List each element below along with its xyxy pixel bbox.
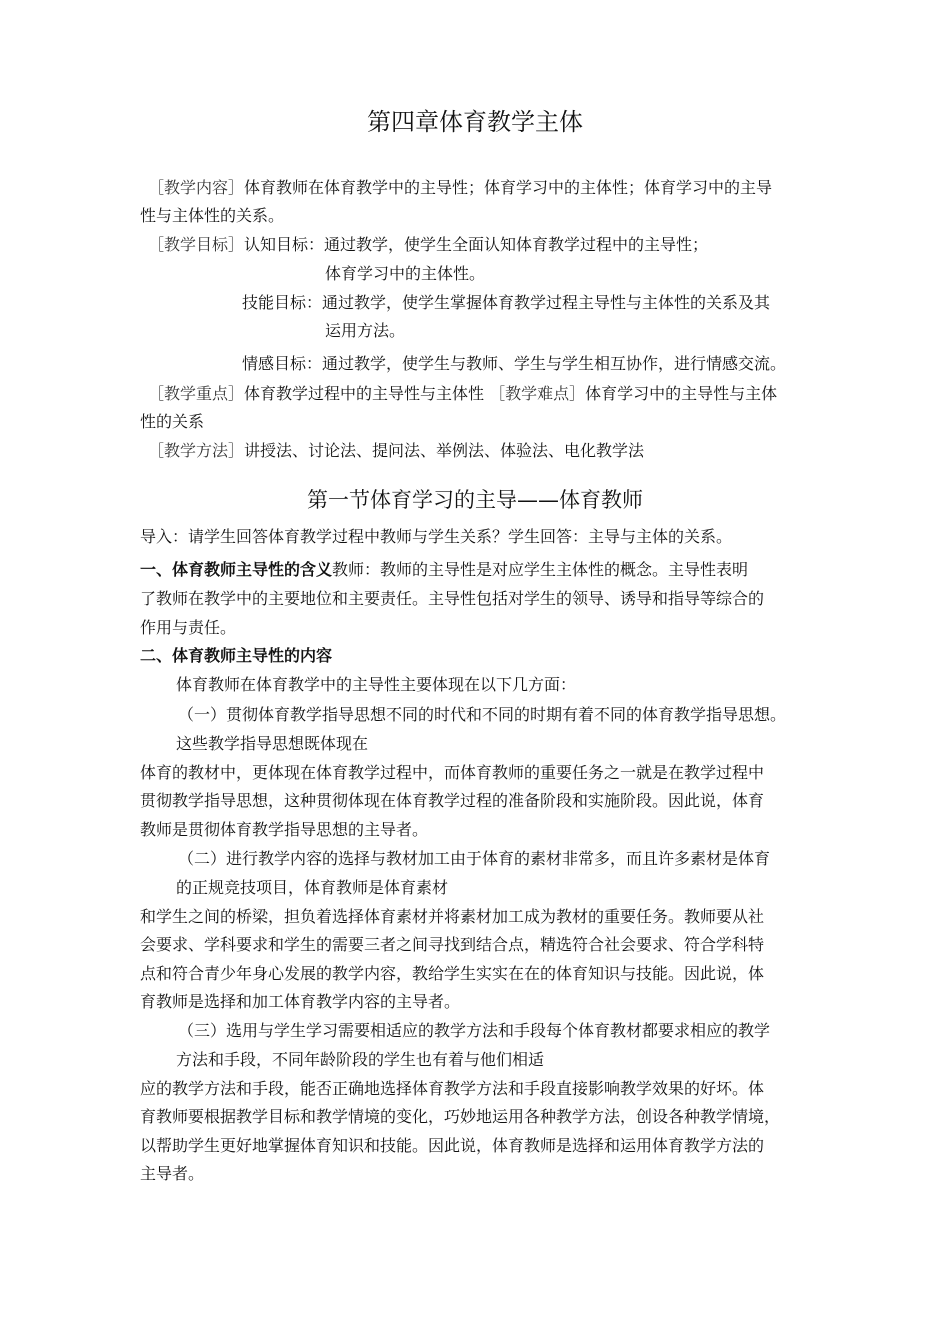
item1-heading: （一）贯彻体育教学指导思想不同的时代和不同的时期有着不同的体育教学指导思想。 <box>178 705 787 724</box>
intro-text: 导入：请学生回答体育教学过程中教师与学生关系？学生回答：主导与主体的关系。 <box>140 527 733 546</box>
difficulty-text: 体育学习中的主导性与主体 <box>585 384 778 403</box>
skill-text-cont: 运用方法。 <box>325 321 406 340</box>
content-tag: ［教学内容］ <box>148 178 245 197</box>
item1-text: 体育的教材中，更体现在体育教学过程中，而体育教师的重要任务之一就是在教学过程中 <box>140 763 765 782</box>
item2-text: 和学生之间的桥梁，担负着选择体育素材并将素材加工成为教材的重要任务。教师要从社 <box>140 907 765 926</box>
cog-text: 通过教学，使学生全面认知体育教学过程中的主导性； <box>324 235 709 254</box>
item2-heading: （二）进行教学内容的选择与教材加工由于体育的素材非常多，而且许多素材是体育 <box>178 849 771 868</box>
item1-text: 这些教学指导思想既体现在 <box>176 734 369 753</box>
key-tag: ［教学重点］ <box>148 384 245 403</box>
content-row <box>148 177 772 199</box>
emotion-text: 通过教学，使学生与教师、学生与学生相互协作，进行情感交流。 <box>322 354 787 373</box>
part1-text: 教师：教师的主导性是对应学生主体性的概念。主导性表明 <box>332 560 749 579</box>
skill-row <box>242 292 770 314</box>
key-text: 体育教学过程中的主导性与主体性 <box>244 384 485 403</box>
content-text: 体育教师在体育教学中的主导性；体育学习中的主体性；体育学习中的主导 <box>244 178 773 197</box>
item1-text: 教师是贯彻体育教学指导思想的主导者。 <box>140 820 429 839</box>
item2-text: 点和符合青少年身心发展的教学内容，教给学生实实在在的体育知识与技能。因此说，体 <box>140 964 765 983</box>
method-tag: ［教学方法］ <box>148 441 245 460</box>
item3-text: 方法和手段，不同年龄阶段的学生也有着与他们相适 <box>176 1050 545 1069</box>
part2-lead: 体育教师在体育教学中的主导性主要体现在以下几方面： <box>176 675 577 694</box>
part1-text-cont: 了教师在教学中的主要地位和主要责任。主导性包括对学生的领导、诱导和指导等综合的 <box>140 589 765 608</box>
skill-label: 技能目标： <box>242 293 323 312</box>
skill-text: 通过教学，使学生掌握体育教学过程主导性与主体性的关系及其 <box>322 293 771 312</box>
part1-heading: 一、体育教师主导性的含义 <box>140 560 333 579</box>
item2-text: 育教师是选择和加工体育教学内容的主导者。 <box>140 992 461 1011</box>
emotion-label: 情感目标： <box>242 354 323 373</box>
section-title: 第一节体育学习的主导——体育教师 <box>307 488 643 512</box>
part1-text-cont: 作用与责任。 <box>140 618 237 637</box>
item3-text: 以帮助学生更好地掌握体育知识和技能。因此说，体育教师是选择和运用体育教学方法的 <box>140 1136 765 1155</box>
goal-row <box>148 234 708 256</box>
part2-heading: 二、体育教师主导性的内容 <box>140 646 333 665</box>
method-text: 讲授法、讨论法、提问法、举例法、体验法、电化教学法 <box>244 441 645 460</box>
chapter-title: 第四章体育教学主体 <box>367 108 583 136</box>
item3-text: 应的教学方法和手段，能否正确地选择体育教学方法和手段直接影响教学效果的好坏。体 <box>140 1079 765 1098</box>
part1-row <box>140 559 748 581</box>
difficulty-text-cont: 性的关系 <box>140 412 205 431</box>
item3-text: 主导者。 <box>140 1164 205 1183</box>
item2-text: 会要求、学科要求和学生的需要三者之间寻找到结合点，精选符合社会要求、符合学科特 <box>140 935 765 954</box>
key-row <box>148 383 777 405</box>
item2-text: 的正规竞技项目，体育教师是体育素材 <box>176 878 449 897</box>
item3-heading: （三）选用与学生学习需要相适应的教学方法和手段每个体育教材都要求相应的教学 <box>178 1021 771 1040</box>
cog-label: 认知目标： <box>244 235 325 254</box>
cog-text-cont: 体育学习中的主体性。 <box>325 264 486 283</box>
emotion-row <box>242 353 786 375</box>
difficulty-tag: ［教学难点］ <box>489 384 586 403</box>
item3-text: 育教师要根据教学目标和教学情境的变化，巧妙地运用各种教学方法，创设各种教学情境， <box>140 1107 781 1126</box>
method-row <box>148 440 644 462</box>
content-text-cont: 性与主体性的关系。 <box>140 206 285 225</box>
goal-tag: ［教学目标］ <box>148 235 245 254</box>
item1-text: 贯彻教学指导思想，这种贯彻体现在体育教学过程的准备阶段和实施阶段。因此说，体育 <box>140 791 765 810</box>
